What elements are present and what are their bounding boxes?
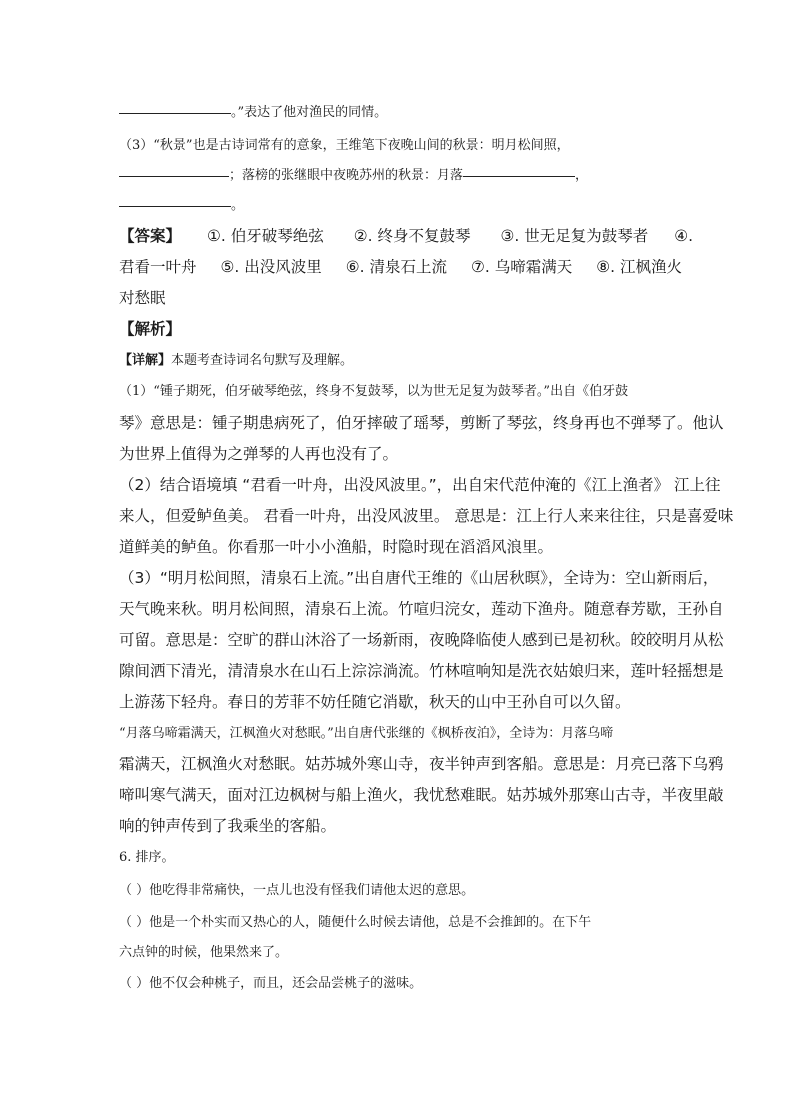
analysis-p4-line: 响的钟声传到了我乘坐的客船。 (119, 817, 337, 835)
analysis-label: 【解析】 (119, 320, 182, 338)
q6-title: 6. 排序。 (119, 850, 175, 865)
q5-line-1 (119, 106, 387, 119)
q6-sentence-3 (119, 977, 422, 990)
fill-blank (119, 205, 231, 207)
analysis-p3-line: 可留。意思是：空旷的群山沐浴了一场新雨，夜晚降临使人感到已是初秋。皎皎明月从松 (119, 631, 724, 649)
analysis-detail (119, 354, 353, 367)
sentence-text: 他不仅会种桃子，而且，还会品尝桃子的滋味。 (149, 976, 423, 991)
answer-line-1 (119, 229, 693, 245)
answer-item: ③. 世无足复为鼓琴者 (500, 227, 649, 245)
q5-line-3 (119, 169, 588, 182)
q5-line-1-text: 。”表达了他对渔民的同情。 (231, 105, 388, 120)
q6-sentence-1 (119, 884, 474, 897)
analysis-p2-line: 来人，但爱鲈鱼美。 君看一叶舟，出没风波里。 意思是：江上行人来来往往，只是喜爱味 (119, 507, 734, 525)
q5-line-3-end: ， (575, 168, 589, 183)
answer-item: ②. 终身不复鼓琴 (353, 227, 471, 245)
q5-line-4-end: 。 (231, 198, 245, 213)
order-blank[interactable]: （ ） (119, 976, 150, 991)
answer-item: ⑧. 江枫渔火 (596, 258, 683, 276)
q6-sentence-2-cont: 六点钟的时候，他果然来了。 (119, 945, 289, 960)
q5-line-2: （3）“秋景”也是古诗词常有的意象，王维笔下夜晚山间的秋景：明月松间照， (119, 138, 570, 153)
analysis-p3-line: （3）“明月松间照，清泉石上流。”出自唐代王维的《山居秋暝》，全诗为：空山新雨后， (119, 569, 719, 587)
answer-line-2 (119, 260, 682, 276)
answer-item: ⑤. 出没风波里 (220, 258, 322, 276)
detail-text: 本题考查诗词名句默写及理解。 (171, 353, 354, 368)
answer-item: ①. 伯牙破琴绝弦 (207, 227, 324, 245)
detail-label: 【详解】 (119, 353, 172, 368)
q5-line-3-text: ；落榜的张继眼中夜晚苏州的秋景：月落 (229, 168, 464, 183)
answer-line-3: 对愁眠 (119, 289, 166, 307)
sentence-text: 他是一个朴实而又热心的人，随便什么时候去请他，总是不会推卸的。在下午 (149, 915, 592, 930)
analysis-p1-line: （1）“锺子期死，伯牙破琴绝弦，终身不复鼓琴，以为世无足复为鼓琴者。”出自《伯牙鼓 (119, 384, 629, 399)
answer-label: 【答案】 (119, 227, 182, 245)
fill-blank (119, 175, 229, 177)
answer-item: ⑥. 清泉石上流 (345, 258, 448, 276)
q5-line-4 (119, 199, 244, 212)
analysis-p3-line: 上游荡下轻舟。春日的芳菲不妨任随它消歇，秋天的山中王孙自可以久留。 (119, 693, 631, 711)
analysis-p1-line: 琴》意思是：锺子期患病死了，伯牙摔破了瑶琴，剪断了琴弦，终身再也不弹琴了。他认 (119, 414, 724, 432)
analysis-p4-line: 啼叫寒气满天，面对江边枫树与船上渔火，我忧愁难眠。姑苏城外那寒山古寺，半夜里敲 (119, 786, 724, 804)
q6-sentence-2 (119, 916, 591, 929)
fill-blank (463, 175, 575, 177)
analysis-p3-line: 隙间洒下清光，清清泉水在山石上淙淙淌流。竹林喧响知是洗衣姑娘归来，莲叶轻摇想是 (119, 662, 724, 680)
answer-item: ④. (674, 227, 694, 245)
fill-blank (119, 112, 231, 114)
order-blank[interactable]: （ ） (119, 915, 150, 930)
answer-item: ⑦. 乌啼霜满天 (471, 258, 573, 276)
order-blank[interactable]: （ ） (119, 883, 150, 898)
analysis-p2-line: （2）结合语境填 “君看一叶舟，出没风波里。”，出自宋代范仲淹的《江上渔者》 江上往 (119, 476, 721, 494)
analysis-p4-line: 霜满天，江枫渔火对愁眠。姑苏城外寒山寺，夜半钟声到客船。意思是：月亮已落下乌鸦 (119, 755, 724, 773)
sentence-text: 他吃得非常痛快，一点儿也没有怪我们请他太迟的意思。 (149, 883, 475, 898)
analysis-p4-line: “月落乌啼霜满天，江枫渔火对愁眠。”出自唐代张继的《枫桥夜泊》，全诗为：月落乌啼 (119, 726, 614, 741)
answer-item: 君看一叶舟 (119, 258, 197, 276)
analysis-p1-line: 为世界上值得为之弹琴的人再也没有了。 (119, 445, 399, 463)
analysis-p3-line: 天气晚来秋。明月松间照，清泉石上流。竹喧归浣女，莲动下渔舟。随意春芳歇，王孙自 (119, 600, 724, 618)
analysis-p2-line: 道鲜美的鲈鱼。你看那一叶小小渔船，时隐时现在滔滔风浪里。 (119, 538, 554, 556)
